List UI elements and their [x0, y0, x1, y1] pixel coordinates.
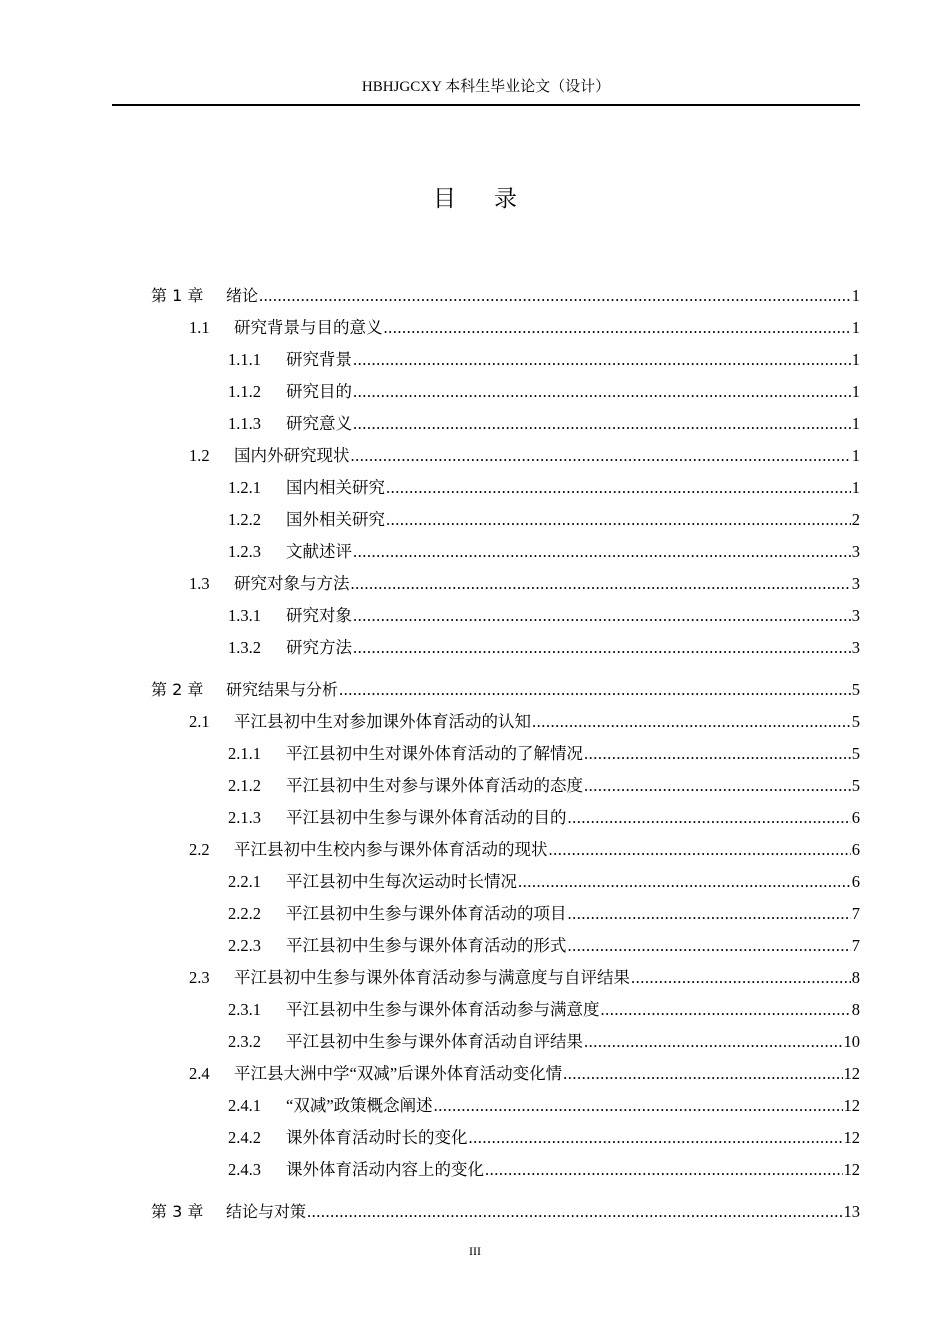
- toc-entry-label: 研究背景: [286, 350, 352, 369]
- toc-entry-label: 研究意义: [286, 414, 352, 433]
- toc-entry-number: 1.3.2: [228, 638, 261, 657]
- toc-entry-page: 1: [851, 350, 860, 369]
- toc-entry[interactable]: [189, 441, 860, 471]
- toc-entry-label: 平江县初中生参与课外体育活动参与满意度: [286, 1000, 600, 1019]
- toc-entry-number: 1.1.3: [228, 414, 261, 433]
- toc-entry-page: 12: [843, 1128, 860, 1147]
- toc-entry-label: 课外体育活动内容上的变化: [286, 1160, 484, 1179]
- toc-entry-page: 1: [851, 446, 860, 465]
- toc-entry-label: 研究背景与目的意义: [234, 318, 383, 337]
- toc-entry-page: 6: [851, 808, 860, 827]
- toc-entry[interactable]: [189, 569, 860, 599]
- toc-entry-page: 1: [851, 382, 860, 401]
- toc-entry-number: 1.1: [189, 318, 210, 337]
- page-title: 目录: [433, 186, 555, 212]
- toc-entry-page: 7: [851, 936, 860, 955]
- toc-dot-leader: [353, 345, 851, 375]
- toc-dot-leader: [351, 569, 851, 599]
- toc-dot-leader: [469, 1123, 843, 1153]
- toc-entry-number: 1.3.1: [228, 606, 261, 625]
- toc-entry-page: 5: [851, 744, 860, 763]
- toc-entry-number: 2.1.3: [228, 808, 261, 827]
- toc-entry-number: 2.4.1: [228, 1096, 261, 1115]
- toc-dot-leader: [631, 963, 851, 993]
- toc-chapter-entry[interactable]: [151, 1197, 860, 1227]
- toc-entry-page: 5: [851, 712, 860, 731]
- toc-entry-page: 12: [843, 1160, 860, 1179]
- toc-entry-number: 2.2: [189, 840, 210, 859]
- toc-entry-page: 1: [851, 318, 860, 337]
- toc-entry-label: 研究目的: [286, 382, 352, 401]
- toc-dot-leader: [353, 537, 851, 567]
- toc-entry[interactable]: [228, 537, 860, 567]
- toc-entry-page: 5: [851, 776, 860, 795]
- toc-entry-number: 2.1: [189, 712, 210, 731]
- toc-entry[interactable]: [189, 707, 860, 737]
- toc-dot-leader: [568, 899, 851, 929]
- toc-entry-number: 2.3: [189, 968, 210, 987]
- toc-entry[interactable]: [189, 1059, 860, 1089]
- toc-entry-page: 6: [851, 872, 860, 891]
- toc-dot-leader: [518, 867, 851, 897]
- toc-dot-leader: [307, 1197, 842, 1227]
- toc-dot-leader: [584, 1027, 843, 1057]
- toc-entry-page: 3: [851, 638, 860, 657]
- toc-entry-label: 平江县初中生每次运动时长情况: [286, 872, 517, 891]
- toc-entry[interactable]: [228, 1123, 860, 1153]
- toc-dot-leader: [563, 1059, 842, 1089]
- toc-entry[interactable]: [189, 313, 860, 343]
- toc-entry-page: 5: [851, 680, 860, 699]
- toc-dot-leader: [386, 505, 851, 535]
- toc-dot-leader: [351, 441, 851, 471]
- toc-entry-number: 2.3.1: [228, 1000, 261, 1019]
- toc-dot-leader: [353, 601, 851, 631]
- toc-entry-page: 2: [851, 510, 860, 529]
- toc-dot-leader: [485, 1155, 843, 1185]
- toc-entry[interactable]: [228, 771, 860, 801]
- toc-entry-label: 平江县初中生参与课外体育活动的形式: [286, 936, 567, 955]
- toc-entry-label: 结论与对策: [226, 1202, 307, 1221]
- toc-entry-page: 1: [851, 286, 860, 305]
- toc-entry-number: 1.2.3: [228, 542, 261, 561]
- toc-entry-number: 2.4: [189, 1064, 210, 1083]
- toc-entry-page: 8: [851, 968, 860, 987]
- toc-entry[interactable]: [228, 995, 860, 1025]
- toc-dot-leader: [584, 771, 851, 801]
- toc-entry-page: 1: [851, 478, 860, 497]
- toc-entry-label: 平江县初中生对参与课外体育活动的态度: [286, 776, 583, 795]
- toc-entry-number: 1.1.1: [228, 350, 261, 369]
- toc-entry-label: 国内相关研究: [286, 478, 385, 497]
- toc-dot-leader: [532, 707, 851, 737]
- toc-entry-label: 平江县大洲中学“双减”后课外体育活动变化情: [234, 1064, 563, 1083]
- toc-entry-number: 2.4.3: [228, 1160, 261, 1179]
- toc-entry-page: 3: [851, 542, 860, 561]
- toc-entry-page: 12: [843, 1096, 860, 1115]
- toc-entry-label: “双减”政策概念阐述: [286, 1096, 433, 1115]
- toc-dot-leader: [384, 313, 851, 343]
- toc-dot-leader: [386, 473, 851, 503]
- toc-entry-label: 研究对象与方法: [234, 574, 350, 593]
- toc-entry-label: 平江县初中生参与课外体育活动的目的: [286, 808, 567, 827]
- toc-entry[interactable]: [228, 739, 860, 769]
- header-text: HBHJGCXY 本科生毕业论文（设计）: [361, 79, 611, 95]
- toc-entry-page: 3: [851, 606, 860, 625]
- toc-dot-leader: [601, 995, 851, 1025]
- toc-dot-leader: [434, 1091, 843, 1121]
- toc-entry-number: 第 3 章: [151, 1202, 204, 1221]
- toc-chapter-entry[interactable]: [151, 281, 860, 311]
- toc-entry-number: 1.2: [189, 446, 210, 465]
- toc-entry-label: 研究结果与分析: [226, 680, 339, 699]
- toc-dot-leader: [584, 739, 851, 769]
- toc-entry-number: 2.2.1: [228, 872, 261, 891]
- toc-entry-number: 1.3: [189, 574, 210, 593]
- toc-entry[interactable]: [228, 601, 860, 631]
- toc-entry-page: 13: [843, 1202, 860, 1221]
- toc-dot-leader: [339, 675, 851, 705]
- toc-dot-leader: [259, 281, 851, 311]
- toc-entry[interactable]: [228, 1027, 860, 1057]
- toc-entry-label: 平江县初中生对课外体育活动的了解情况: [286, 744, 583, 763]
- toc-entry-label: 国内外研究现状: [234, 446, 350, 465]
- toc-entry-number: 2.4.2: [228, 1128, 261, 1147]
- toc-entry-page: 6: [851, 840, 860, 859]
- toc-entry[interactable]: [189, 963, 860, 993]
- toc-entry-page: 7: [851, 904, 860, 923]
- toc-entry-page: 1: [851, 414, 860, 433]
- toc-entry[interactable]: [228, 803, 860, 833]
- toc-entry[interactable]: [228, 377, 860, 407]
- toc-entry[interactable]: [228, 867, 860, 897]
- toc-entry-number: 2.2.3: [228, 936, 261, 955]
- page-header: [112, 74, 860, 106]
- toc-entry-number: 第 2 章: [151, 680, 204, 699]
- toc-entry-label: 研究方法: [286, 638, 352, 657]
- toc-entry[interactable]: [228, 473, 860, 503]
- toc-entry-number: 2.1.2: [228, 776, 261, 795]
- toc-entry-page: 10: [843, 1032, 860, 1051]
- toc-entry[interactable]: [228, 1155, 860, 1185]
- toc-entry[interactable]: [228, 409, 860, 439]
- toc-entry-label: 课外体育活动时长的变化: [286, 1128, 468, 1147]
- toc-entry[interactable]: [228, 633, 860, 663]
- toc-dot-leader: [549, 835, 851, 865]
- toc-entry[interactable]: [228, 505, 860, 535]
- page-number: III: [469, 1244, 481, 1258]
- toc-entry[interactable]: [189, 835, 860, 865]
- toc-entry-page: 8: [851, 1000, 860, 1019]
- toc-entry-page: 3: [851, 574, 860, 593]
- toc-entry-label: 绪论: [226, 286, 259, 305]
- toc-entry[interactable]: [228, 931, 860, 961]
- toc-entry-number: 1.2.1: [228, 478, 261, 497]
- toc-entry-label: 国外相关研究: [286, 510, 385, 529]
- toc-dot-leader: [568, 931, 851, 961]
- toc-entry-label: 平江县初中生对参加课外体育活动的认知: [234, 712, 531, 731]
- toc-entry-label: 研究对象: [286, 606, 352, 625]
- toc-entry[interactable]: [228, 899, 860, 929]
- toc-dot-leader: [353, 377, 851, 407]
- toc-entry-label: 文献述评: [286, 542, 352, 561]
- toc-entry[interactable]: [228, 345, 860, 375]
- toc-entry-number: 1.2.2: [228, 510, 261, 529]
- toc-entry-number: 2.3.2: [228, 1032, 261, 1051]
- toc-entry-page: 12: [843, 1064, 860, 1083]
- toc-chapter-entry[interactable]: [151, 675, 860, 705]
- toc-entry-label: 平江县初中生校内参与课外体育活动的现状: [234, 840, 548, 859]
- toc-dot-leader: [353, 633, 851, 663]
- toc-entry-number: 第 1 章: [151, 286, 204, 305]
- toc-entry-number: 1.1.2: [228, 382, 261, 401]
- toc-entry-label: 平江县初中生参与课外体育活动自评结果: [286, 1032, 583, 1051]
- toc-entry[interactable]: [228, 1091, 860, 1121]
- toc-dot-leader: [353, 409, 851, 439]
- toc-entry-number: 2.1.1: [228, 744, 261, 763]
- toc-entry-number: 2.2.2: [228, 904, 261, 923]
- toc-entry-label: 平江县初中生参与课外体育活动参与满意度与自评结果: [234, 968, 630, 987]
- toc-dot-leader: [568, 803, 851, 833]
- toc-entry-label: 平江县初中生参与课外体育活动的项目: [286, 904, 567, 923]
